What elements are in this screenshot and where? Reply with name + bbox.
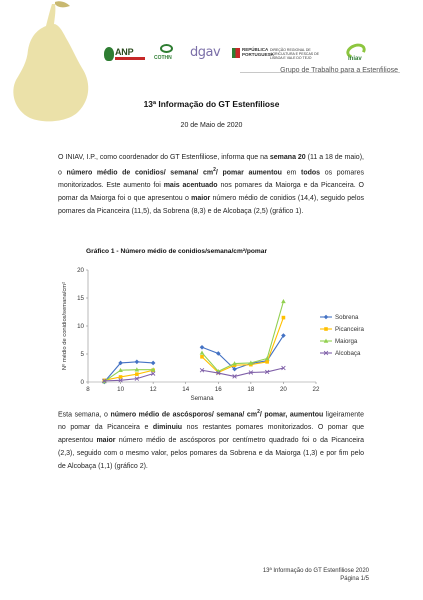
anp-logo: ANP (104, 44, 146, 64)
x-tick-label: 16 (214, 386, 222, 393)
partner-logos (100, 44, 423, 66)
data-point-sobrena (135, 360, 140, 365)
series-line-maiorga (202, 301, 283, 371)
text-run: maior (191, 195, 211, 203)
legend-label: Picanceira (335, 326, 364, 334)
y-tick-label: 0 (80, 379, 84, 387)
y-tick-label: 5 (80, 351, 84, 359)
data-point-picanceira (119, 375, 123, 379)
x-tick-label: 12 (149, 386, 157, 393)
data-point-sobrena (151, 361, 156, 366)
legend-marker-sobrena (324, 315, 329, 320)
conidios-line-chart (58, 260, 364, 405)
text-run: 2 (257, 409, 260, 415)
republica-portuguesa-logo: REPÚBLICA PORTUGUESA (232, 44, 268, 64)
x-tick-label: 22 (312, 386, 320, 393)
text-run: maior (96, 437, 116, 445)
y-tick-label: 10 (77, 323, 84, 331)
text-run: número médio de conidios (14,4), seguido pelos pomares da Picanceira (11,5), da Sobrena (8,3) e de Alcobaça (2,5) (gráfico 1). (58, 195, 364, 216)
cothn-leaf-icon (160, 44, 173, 53)
iniav-logo: iniav (342, 44, 374, 64)
text-run: em (281, 169, 301, 177)
data-point-picanceira (135, 372, 139, 376)
text-run: os pomares monitorizados. Este aumento foi (58, 169, 364, 190)
document-title: 13ª Informação do GT Estenfiliose (143, 99, 280, 109)
cothn-logo: COTHN (150, 44, 184, 64)
footer-page-number: Página 1/5 (340, 576, 369, 582)
text-run: todos (300, 169, 321, 177)
x-tick-label: 20 (279, 386, 287, 393)
text-run: nos pomares da Maiorga e da Picanceira. O pomar da Maiorga foi o que apresentou o (58, 182, 364, 203)
anp-pear-icon (104, 47, 114, 61)
data-point-maiorga (281, 299, 286, 303)
text-run: número médio de ascósporos por centímetro quadrado foi o da Picanceira (2,3), seguido com o mesmo valor, pelos pomares da Sobrena e da Maiorga (1,3) e por fim pelo de Alcobaça (1,1) (gráfico 2). (58, 437, 364, 471)
x-tick-label: 14 (182, 386, 190, 393)
paragraph-conidios (58, 151, 364, 218)
data-point-picanceira (200, 355, 204, 359)
y-axis-label: Nº médio de conidios/semana/cm² (62, 281, 68, 371)
document-date: 20 de Maio de 2020 (180, 122, 243, 129)
text-run: (11 a 18 de maio), o (58, 154, 364, 177)
legend-label: Alcobaça (335, 350, 361, 358)
series-line-picanceira (104, 370, 153, 380)
text-run: O INIAV, I.P., como coordenador do GT Estenfiliose, informa que na (58, 154, 270, 161)
chart-title: Gráfico 1 - Número médio de conidios/semana/cm²/pomar (86, 248, 268, 255)
page-footer (263, 567, 369, 583)
working-group-label: Grupo de Trabalho para a Estenfiliose (280, 67, 398, 74)
data-point-maiorga (200, 350, 205, 354)
portugal-flag-icon (232, 48, 240, 58)
series-line-alcobaça (104, 374, 153, 381)
text-run: diminuiu (152, 424, 183, 432)
data-point-picanceira (282, 316, 286, 320)
text-run: semana 20 (269, 154, 306, 161)
text-run: número médio de conidios/ semana/ cm (66, 169, 214, 177)
x-axis-label: Semana (190, 395, 214, 402)
direcao-regional-logo: DIREÇÃO REGIONAL DE AGRICULTURA E PESCAS DE LISBOA E VALE DO TEJO (270, 48, 319, 61)
text-run: Esta semana, o (58, 411, 111, 419)
data-point-sobrena (200, 345, 205, 350)
x-tick-label: 8 (86, 386, 90, 393)
text-run: / pomar aumentou (215, 169, 282, 177)
text-run: / pomar, aumentou (259, 411, 324, 419)
text-run: 2 (213, 167, 216, 173)
text-run: nos restantes pomares monitorizados. O pomar que apresentou (58, 424, 364, 445)
x-tick-label: 18 (247, 386, 255, 393)
paragraph-ascosporos (58, 406, 364, 473)
legend-label: Maiorga (335, 338, 358, 346)
legend-marker-picanceira (324, 327, 328, 331)
legend-label: Sobrena (335, 314, 359, 322)
y-tick-label: 20 (77, 267, 84, 275)
text-run: mais acentuado (163, 182, 218, 190)
x-tick-label: 10 (117, 386, 125, 393)
footer-title: 13ª Informação do GT Estenfiliose 2020 (262, 568, 369, 574)
dgav-logo: dgav (190, 45, 221, 60)
data-point-picanceira (265, 360, 269, 364)
text-run: número médio de ascósporos/ semana/ cm (110, 411, 258, 419)
text-run: ligeiramente no pomar da Picanceira e (58, 411, 365, 432)
y-tick-label: 15 (77, 295, 84, 303)
